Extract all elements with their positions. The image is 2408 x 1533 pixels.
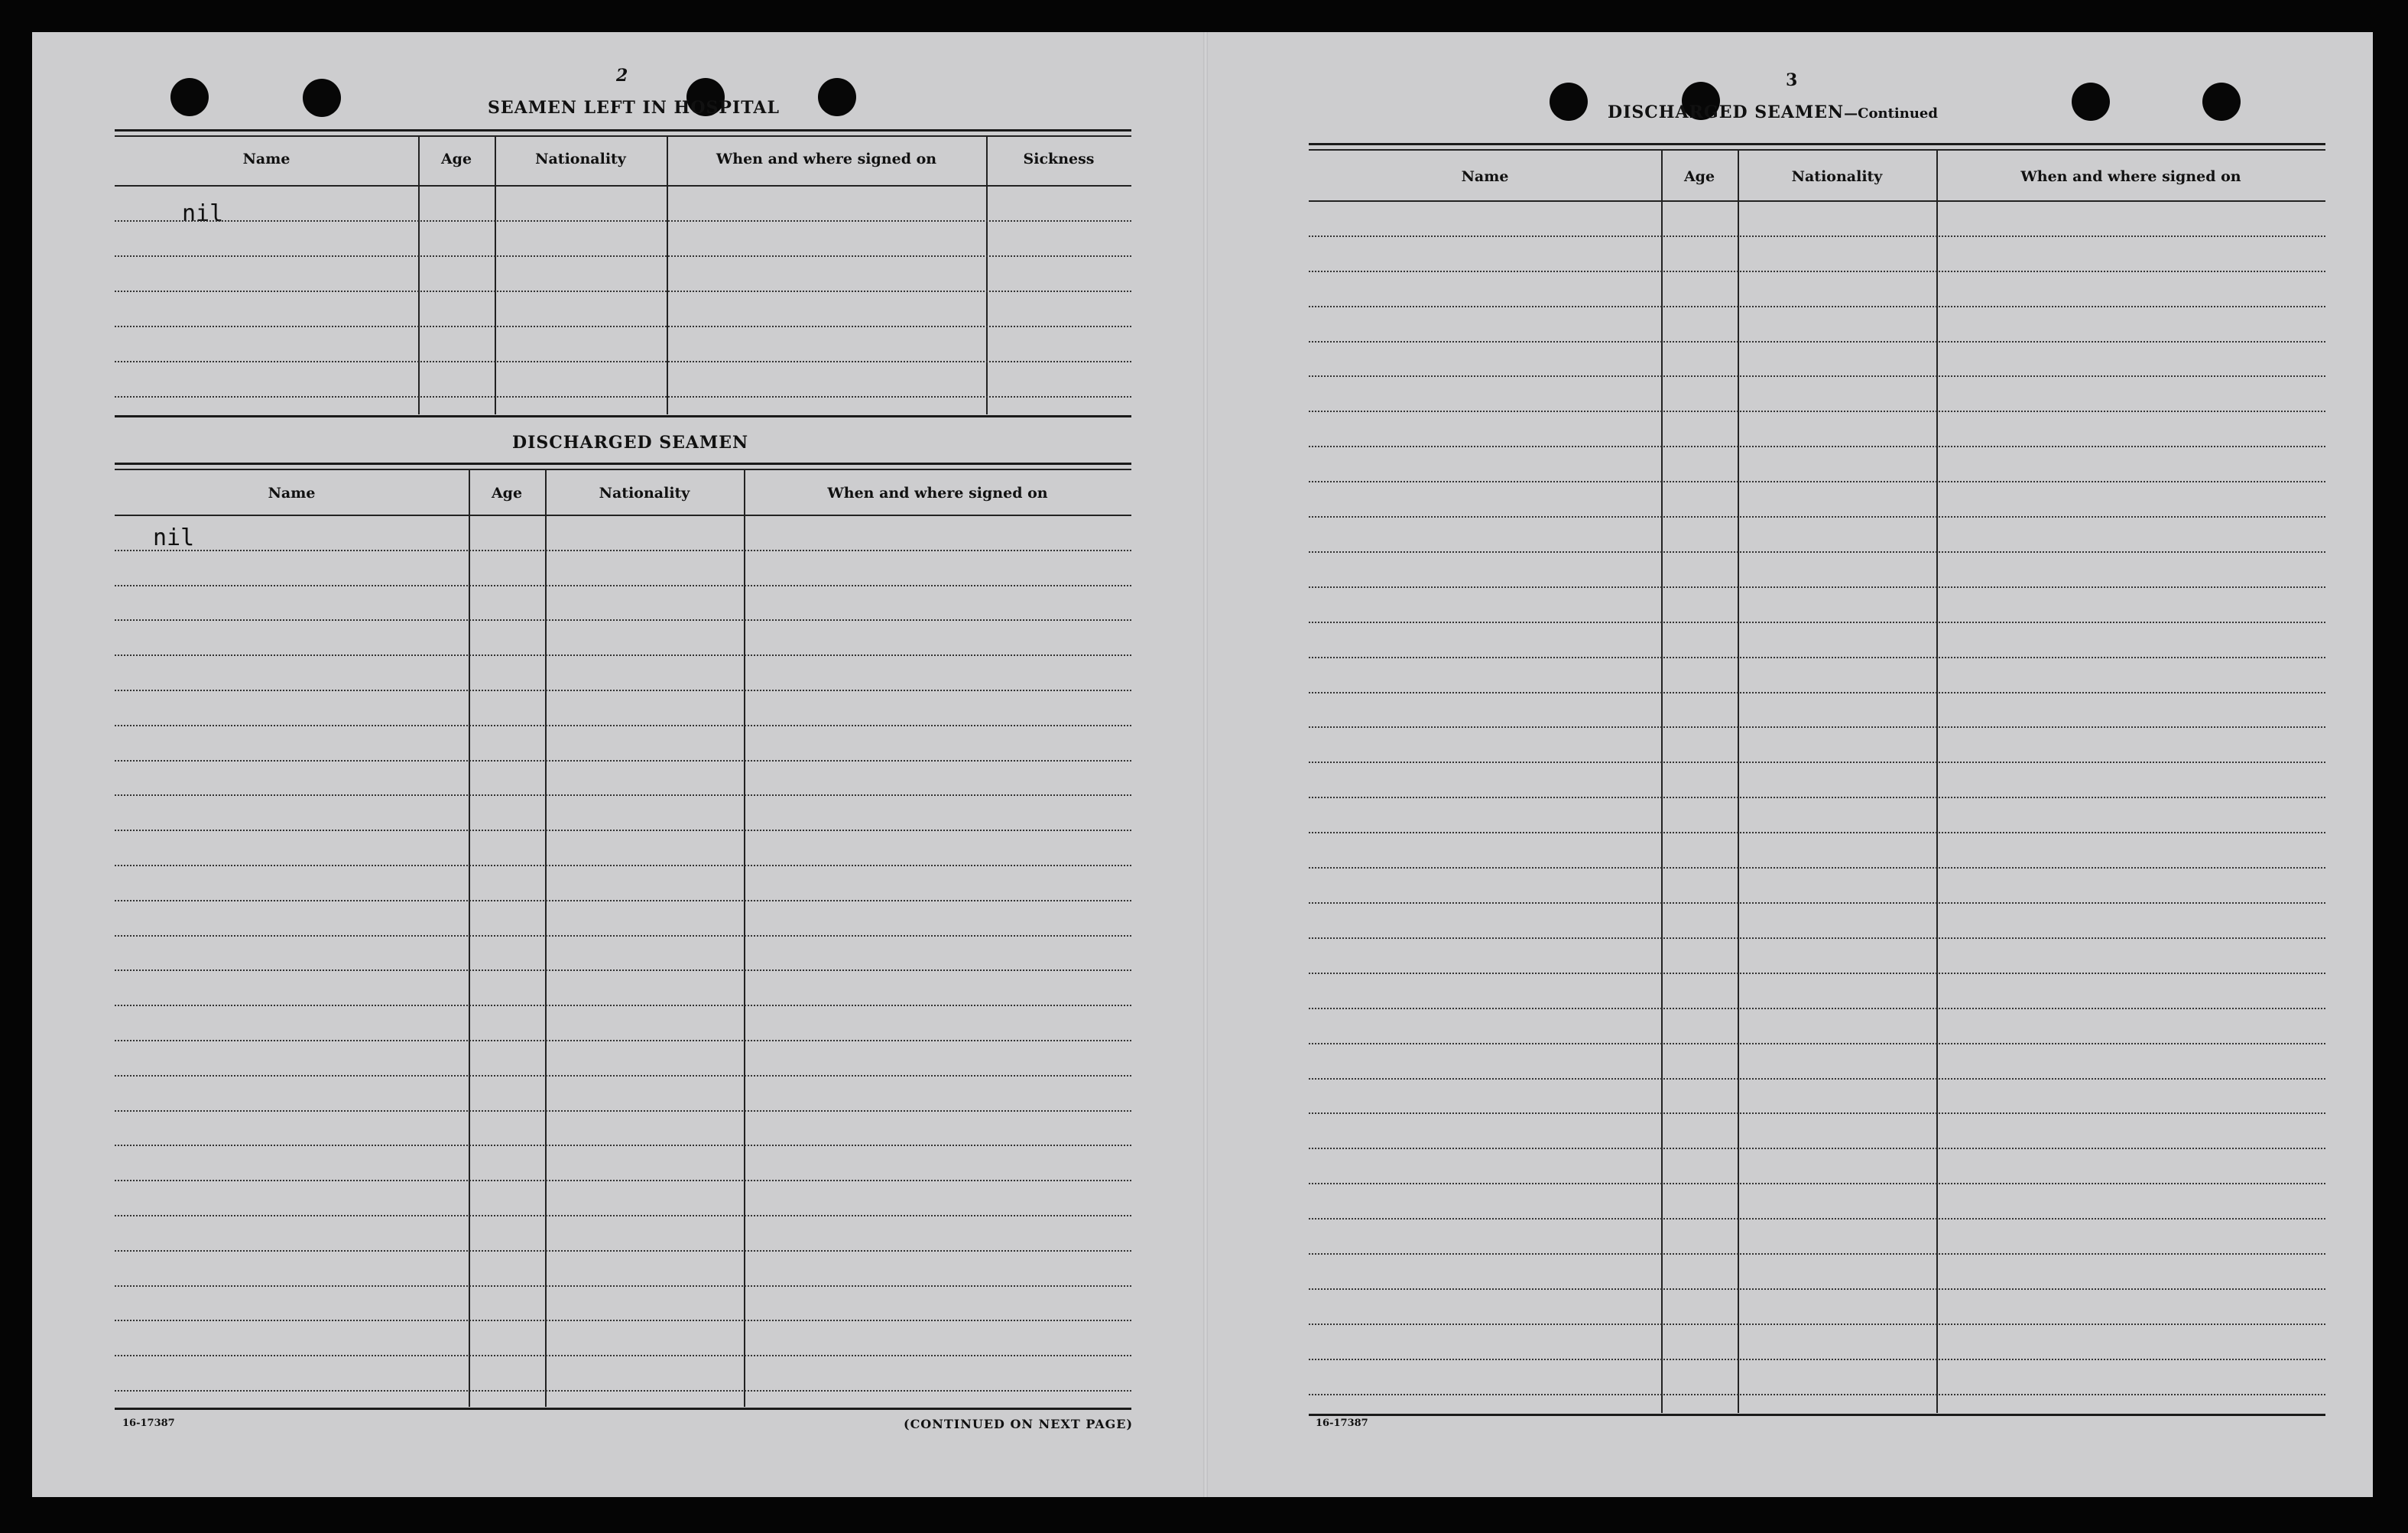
entry-line xyxy=(115,1285,1131,1287)
entry-line xyxy=(115,619,1131,621)
entry-line xyxy=(1309,1359,2325,1360)
rule xyxy=(115,469,1131,470)
entry-line xyxy=(115,830,1131,831)
column-divider xyxy=(418,137,420,414)
column-header: Name xyxy=(242,151,290,167)
hospital-section-title: SEAMEN LEFT IN HOSPITAL xyxy=(488,98,780,118)
rule xyxy=(115,129,1131,132)
column-header: Nationality xyxy=(599,485,690,502)
entry-line xyxy=(1309,832,2325,833)
entry-line xyxy=(115,1390,1131,1392)
entry-line xyxy=(1309,586,2325,588)
column-header: Age xyxy=(440,151,472,167)
entry-line xyxy=(1309,867,2325,869)
entry-line xyxy=(1309,1008,2325,1009)
entry-line xyxy=(1309,306,2325,307)
entry-line xyxy=(1309,271,2325,272)
header-rule xyxy=(1309,200,2325,202)
entry-line xyxy=(1309,411,2325,412)
entry-line xyxy=(115,396,1131,398)
entry-line xyxy=(1309,1112,2325,1114)
entry-line xyxy=(1309,762,2325,763)
column-divider xyxy=(495,137,496,414)
column-divider xyxy=(469,470,470,1407)
entry-line xyxy=(115,1075,1131,1077)
entry-line xyxy=(115,585,1131,586)
entry-line xyxy=(115,361,1131,362)
rule xyxy=(1309,1414,2325,1416)
entry-line xyxy=(115,654,1131,656)
entry-line xyxy=(115,690,1131,691)
entry-line xyxy=(1309,481,2325,482)
entry-line xyxy=(1309,1148,2325,1149)
rule xyxy=(115,1408,1131,1410)
entry-line xyxy=(115,935,1131,937)
column-header: Nationality xyxy=(535,151,626,167)
left-page xyxy=(32,32,1206,1497)
entry-line xyxy=(1309,1253,2325,1255)
rule xyxy=(115,135,1131,137)
entry-line xyxy=(115,1110,1131,1112)
entry-line xyxy=(115,1040,1131,1041)
entry-line xyxy=(115,550,1131,551)
continued-note: (CONTINUED ON NEXT PAGE) xyxy=(904,1417,1134,1431)
entry-line xyxy=(115,326,1131,327)
entry-line xyxy=(115,725,1131,726)
entry-line xyxy=(1309,551,2325,553)
entry-line xyxy=(115,1215,1131,1216)
entry-line xyxy=(1309,446,2325,447)
discharged-entry: nil xyxy=(153,525,195,551)
header-rule xyxy=(115,515,1131,516)
punch-hole xyxy=(2202,83,2241,121)
discharged-section-title: DISCHARGED SEAMEN xyxy=(512,433,749,453)
entry-line xyxy=(1309,1324,2325,1325)
column-divider xyxy=(667,137,668,414)
entry-line xyxy=(1309,1078,2325,1080)
column-divider xyxy=(1936,151,1938,1413)
entry-line xyxy=(115,1145,1131,1146)
header-rule xyxy=(115,185,1131,187)
punch-hole xyxy=(170,78,209,116)
punch-hole xyxy=(2072,83,2110,121)
entry-line xyxy=(1309,726,2325,728)
entry-line xyxy=(1309,1218,2325,1220)
rule xyxy=(1309,149,2325,151)
entry-line xyxy=(1309,1288,2325,1290)
entry-line xyxy=(1309,1183,2325,1184)
entry-line xyxy=(1309,692,2325,693)
page-number: 3 xyxy=(1786,70,1798,90)
entry-line xyxy=(115,1250,1131,1252)
entry-line xyxy=(1309,657,2325,658)
page-number: 2 xyxy=(616,66,628,86)
rule xyxy=(1309,143,2325,145)
entry-line xyxy=(115,1320,1131,1321)
entry-line xyxy=(115,1005,1131,1006)
column-header: Age xyxy=(1683,168,1715,185)
punch-hole xyxy=(303,79,341,117)
entry-line xyxy=(115,255,1131,257)
entry-line xyxy=(1309,797,2325,798)
title-main: DISCHARGED SEAMEN xyxy=(1608,102,1845,122)
column-divider xyxy=(744,470,745,1407)
entry-line xyxy=(115,1355,1131,1356)
entry-line xyxy=(1309,375,2325,377)
column-divider xyxy=(1738,151,1739,1413)
rule xyxy=(115,415,1131,417)
entry-line xyxy=(1309,937,2325,939)
entry-line xyxy=(1309,341,2325,343)
entry-line xyxy=(1309,516,2325,518)
entry-line xyxy=(1309,973,2325,974)
column-divider xyxy=(1661,151,1663,1413)
punch-hole xyxy=(818,78,856,116)
entry-line xyxy=(115,220,1131,222)
column-header: When and where signed on xyxy=(716,151,937,167)
entry-line xyxy=(1309,1394,2325,1395)
column-divider xyxy=(986,137,988,414)
entry-line xyxy=(115,865,1131,866)
column-header: Sickness xyxy=(1023,151,1095,167)
column-header: When and where signed on xyxy=(827,485,1048,502)
entry-line xyxy=(115,1180,1131,1181)
entry-line xyxy=(115,969,1131,971)
entry-line xyxy=(115,900,1131,901)
column-header: Age xyxy=(491,485,523,502)
right-page xyxy=(1206,32,2373,1497)
entry-line xyxy=(1309,1043,2325,1044)
entry-line xyxy=(1309,902,2325,904)
entry-line xyxy=(1309,622,2325,623)
entry-line xyxy=(115,291,1131,292)
punch-hole xyxy=(1550,83,1588,121)
form-code: 16-17387 xyxy=(122,1418,175,1429)
title-suffix: —Continued xyxy=(1844,106,1938,122)
rule xyxy=(115,463,1131,465)
hospital-entry: nil xyxy=(182,200,224,227)
entry-line xyxy=(115,760,1131,762)
column-divider xyxy=(545,470,547,1407)
column-header: When and where signed on xyxy=(2020,168,2241,185)
column-header: Name xyxy=(268,485,316,502)
column-header: Nationality xyxy=(1791,168,1883,185)
form-code: 16-17387 xyxy=(1316,1418,1368,1429)
entry-line xyxy=(1309,235,2325,237)
document-sheet xyxy=(32,32,2373,1497)
entry-line xyxy=(115,794,1131,796)
page-title xyxy=(1608,102,1938,122)
column-header: Name xyxy=(1461,168,1509,185)
